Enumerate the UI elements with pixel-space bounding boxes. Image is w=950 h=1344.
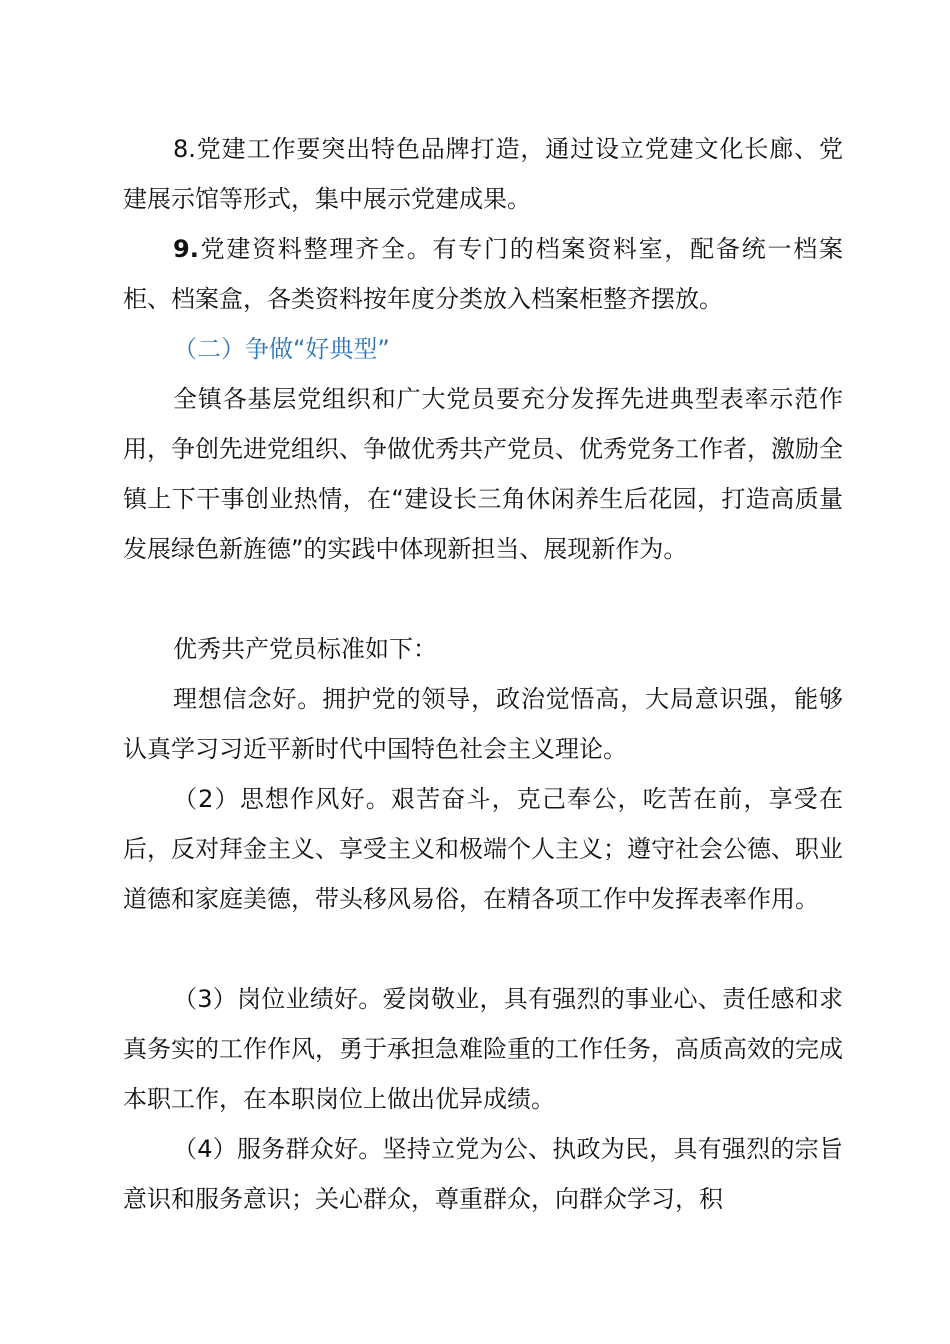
section-heading: （二）争做“好典型” <box>173 335 390 363</box>
standard-item-2: （2）思想作风好。艰苦奋斗，克己奉公，吃苦在前，享受在后，反对拜金主义、享受主义和极端个人主义；遵守社会公德、职业道德和家庭美德，带头移风易俗，在精各项工作中发挥表率作用。 <box>123 785 843 913</box>
item-9-number: 9. <box>173 235 199 263</box>
standards-intro: 优秀共产党员标准如下： <box>173 635 437 663</box>
standard-item-3: （3）岗位业绩好。爱岗敬业，具有强烈的事业心、责任感和求真务实的工作作风，勇于承担急难险重的工作任务，高质高效的完成本职工作，在本职岗位上做出优异成绩。 <box>123 985 843 1113</box>
item-9-text: 党建资料整理齐全。有专门的档案资料室，配备统一档案柜、档案盒，各类资料按年度分类放入档案柜整齐摆放。 <box>123 235 843 313</box>
intro-paragraph: 全镇各基层党组织和广大党员要充分发挥先进典型表率示范作用，争创先进党组织、争做优秀共产党员、优秀党务工作者，激励全镇上下干事创业热情，在“建设长三角休闲养生后花园，打造高质量发展绿色新旌德”的实践中体现新担当、展现新作为。 <box>123 385 843 563</box>
paragraph-item-9 <box>123 224 843 324</box>
standard-item-1: 理想信念好。拥护党的领导，政治觉悟高，大局意识强，能够认真学习习近平新时代中国特色社会主义理论。 <box>123 685 843 763</box>
paragraph-item-8: 8.党建工作要突出特色品牌打造，通过设立党建文化长廊、党建展示馆等形式，集中展示党建成果。 <box>123 135 843 213</box>
standard-item-4: （4）服务群众好。坚持立党为公、执政为民，具有强烈的宗旨意识和服务意识；关心群众，尊重群众，向群众学习，积 <box>123 1135 843 1213</box>
